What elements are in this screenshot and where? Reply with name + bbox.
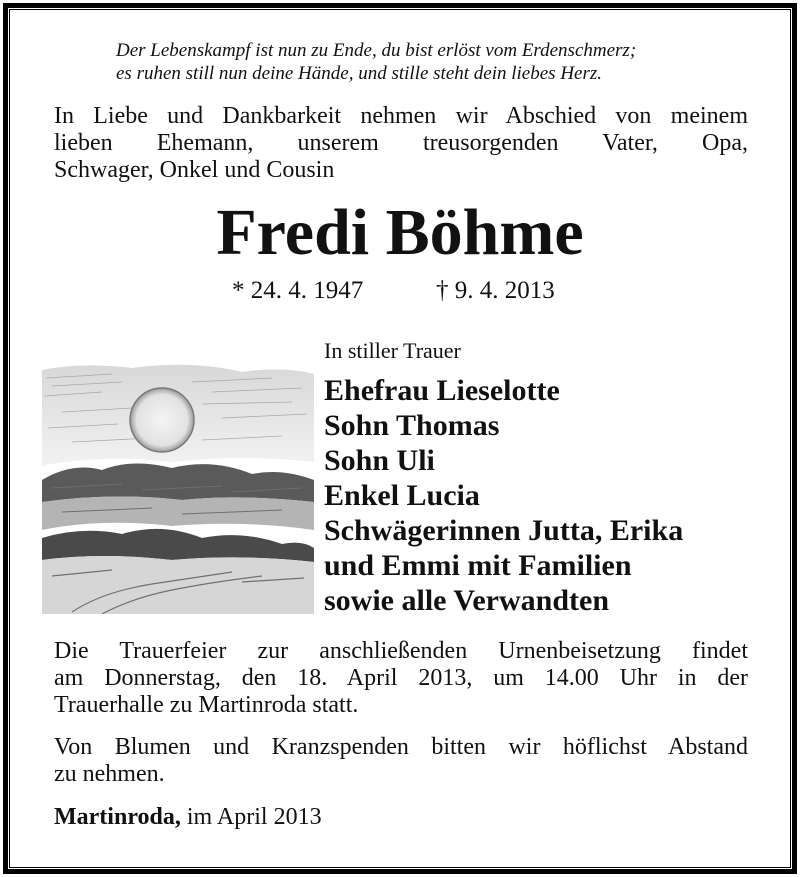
mourner-4: Enkel Lucia — [324, 479, 480, 512]
place-date-line — [54, 803, 322, 831]
mourning-label: In stiller Trauer — [324, 338, 461, 363]
intro-line-2: lieben Ehemann, unserem treusorgenden Vater, Opa, — [54, 130, 748, 156]
place-name: Martinroda, — [54, 804, 181, 830]
deceased-name: Fredi Böhme — [216, 196, 584, 269]
mourner-2: Sohn Thomas — [324, 409, 500, 442]
flowers-line-1: Von Blumen und Kranzspenden bitten wir höflichst Abstand — [54, 734, 748, 760]
funeral-line-2: am Donnerstag, den 18. April 2013, um 14.00 Uhr in der — [54, 665, 748, 691]
poem-line-1: Der Lebenskampf ist nun zu Ende, du bist erlöst vom Erdenschmerz; — [116, 40, 637, 61]
intro-line-1: In Liebe und Dankbarkeit nehmen wir Abschied von meinem — [54, 103, 748, 129]
mourner-3: Sohn Uli — [324, 444, 435, 477]
flowers-line-2: zu nehmen. — [54, 761, 165, 787]
mourner-7: sowie alle Verwandten — [324, 584, 609, 617]
poem-line-2: es ruhen still nun deine Hände, und stille steht dein liebes Herz. — [116, 63, 603, 84]
mourner-6: und Emmi mit Familien — [324, 549, 632, 582]
birth-date: * 24. 4. 1947 — [232, 277, 364, 304]
mourner-5: Schwägerinnen Jutta, Erika — [324, 514, 684, 547]
mourner-1: Ehefrau Lieselotte — [324, 374, 560, 407]
funeral-line-3: Trauerhalle zu Martinroda statt. — [54, 692, 359, 718]
death-date: † 9. 4. 2013 — [436, 277, 555, 304]
landscape-sketch-image — [42, 362, 314, 614]
intro-line-3: Schwager, Onkel und Cousin — [54, 157, 335, 183]
issue-date: im April 2013 — [186, 804, 322, 830]
funeral-line-1: Die Trauerfeier zur anschließenden Urnenbeisetzung findet — [54, 638, 748, 664]
